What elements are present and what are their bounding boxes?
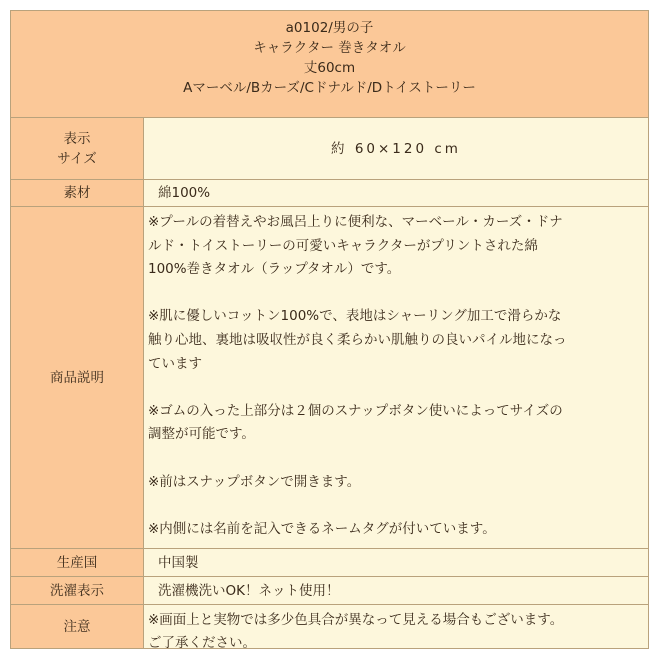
description-paragraph-3 — [148, 400, 644, 447]
caution-line: ※画面上と実物では多少色具合が異なって見える場合もございます。 — [148, 612, 564, 628]
label-origin: 生産国 — [11, 549, 144, 576]
product-name: キャラクター 巻きタオル — [253, 40, 406, 56]
description-paragraph-5 — [148, 518, 644, 542]
description-line: 調整が可能です。 — [148, 426, 255, 443]
row-origin — [11, 549, 648, 577]
value-size: 約 60×120 cm — [144, 118, 648, 179]
value-washing: 洗濯機洗いOK！ネット使用！ — [144, 577, 648, 604]
caution-line: ご了承ください。 — [148, 635, 256, 651]
label-size-line-2: サイズ — [57, 150, 97, 167]
description-line: ※前はスナップボタンで開きます。 — [148, 473, 361, 490]
description-line: ※プールの着替えやお風呂上りに便利な、マーベール・カーズ・ドナ — [148, 214, 563, 230]
description-paragraph-1 — [148, 211, 644, 282]
description-line: ています — [148, 355, 202, 372]
label-material: 素材 — [11, 180, 144, 206]
label-caution: 注意 — [11, 605, 144, 648]
label-description: 商品説明 — [11, 207, 144, 548]
value-description — [144, 207, 648, 548]
row-material — [11, 180, 648, 207]
value-material: 綿100% — [144, 180, 648, 206]
product-length: 丈60cm — [303, 60, 356, 76]
description-paragraph-4 — [148, 471, 644, 495]
label-size-line-1: 表示 — [63, 130, 91, 147]
product-variants: Aマーベル/Bカーズ/Cドナルド/Dトイストーリー — [183, 80, 476, 96]
description-line: ※内側には名前を記入できるネームタグが付いています。 — [148, 520, 496, 537]
product-header — [11, 11, 648, 118]
description-line: ※肌に優しいコットン100%で、表地はシャーリング加工で滑らかな — [148, 308, 562, 325]
description-line: 100%巻きタオル（ラップタオル）です。 — [148, 261, 401, 278]
row-description — [11, 207, 648, 549]
description-line: ※ゴムの入った上部分は２個のスナップボタン使いによってサイズの — [148, 402, 563, 419]
product-spec-table — [10, 10, 649, 649]
value-origin: 中国製 — [144, 549, 648, 576]
description-paragraph-2 — [148, 305, 644, 376]
label-washing: 洗濯表示 — [11, 577, 144, 604]
row-size — [11, 118, 648, 180]
row-caution — [11, 605, 648, 651]
value-caution — [144, 605, 648, 651]
label-size — [11, 118, 144, 179]
description-line: ルド・トイストーリーの可愛いキャラクターがプリントされた綿 — [148, 237, 538, 254]
row-washing — [11, 577, 648, 605]
product-code: a0102/男の子 — [285, 20, 374, 36]
description-line: 触り心地、裏地は吸収性が良く柔らかい肌触りの良いパイル地になっ — [148, 331, 567, 348]
